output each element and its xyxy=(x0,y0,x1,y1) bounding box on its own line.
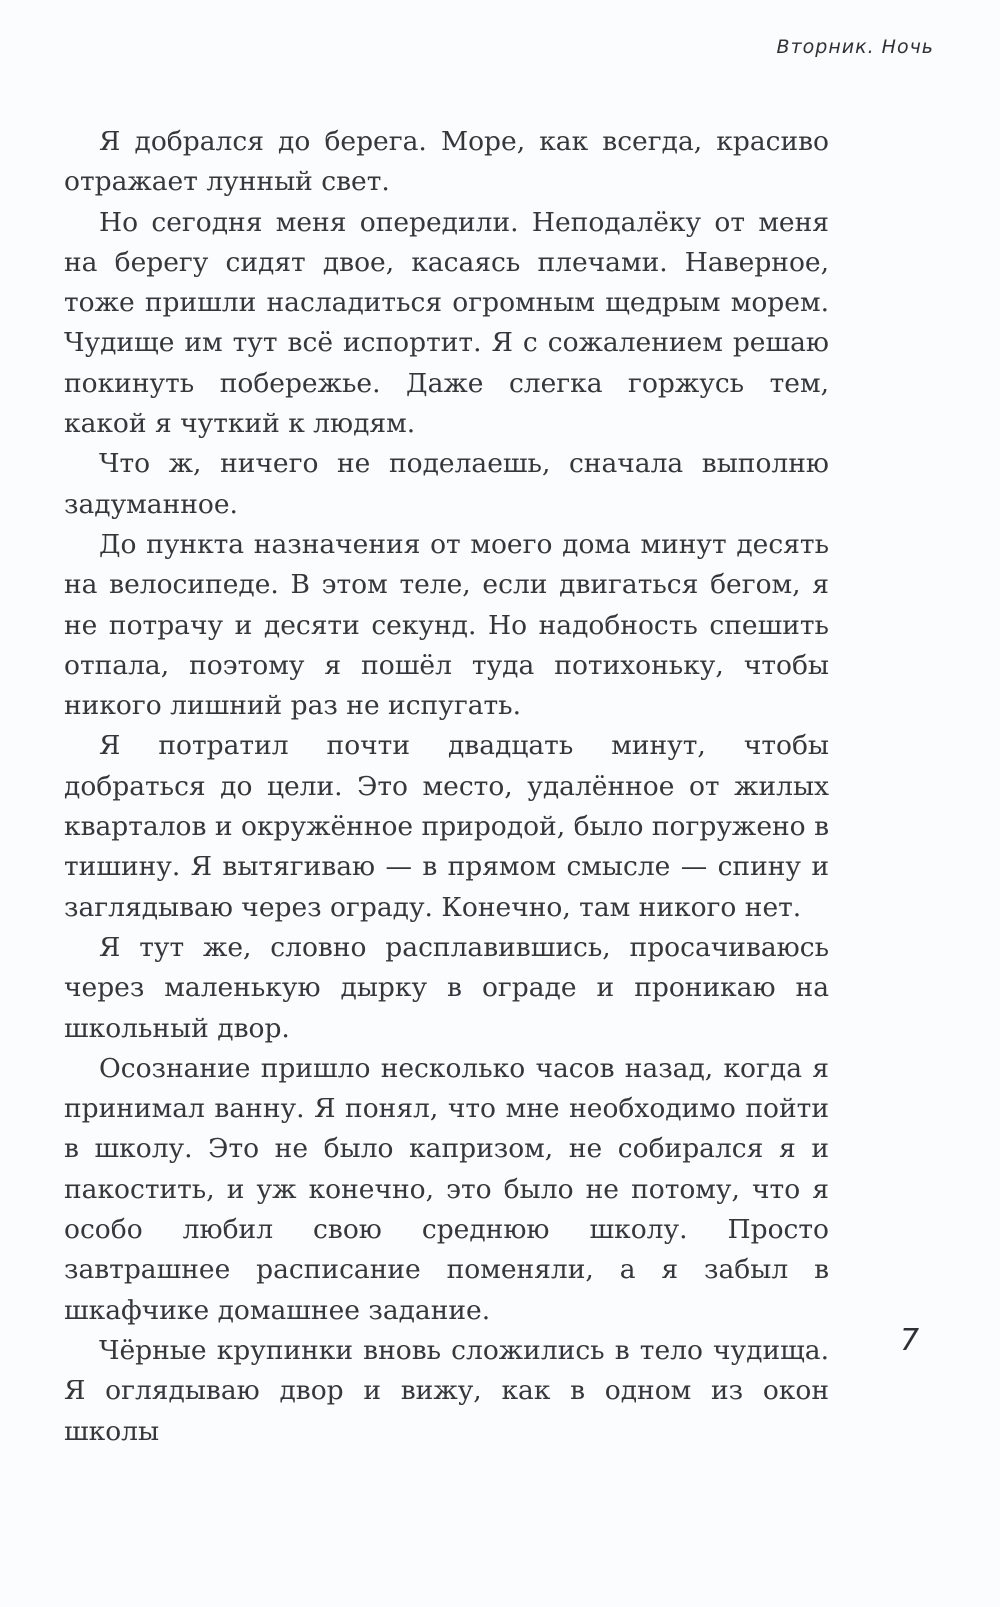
paragraph: Чёрные крупинки вновь сложились в тело чудища. Я оглядываю двор и вижу, как в одном из окон школы xyxy=(64,1334,829,1447)
body-text xyxy=(64,122,829,1452)
paragraph: Но сегодня меня опередили. Неподалёку от меня на берегу сидят двое, касаясь плечами. Наверное, тоже пришли насладиться огромным щедрым морем. Чудище им тут всё испортит. Я с сожалением решаю покинуть побережье. Даже слегка горжусь тем, какой я чуткий к людям. xyxy=(64,206,829,440)
paragraph: Я добрался до берега. Море, как всегда, красиво отражает лунный свет. xyxy=(64,126,829,198)
paragraph: Я потратил почти двадцать минут, чтобы добраться до цели. Это место, удалённое от жилых кварталов и окружённое природой, было погружено в тишину. Я вытягиваю — в прямом смысле — спину и заглядываю через ограду. Конечно, там никого нет. xyxy=(64,730,829,923)
paragraph: Что ж, ничего не поделаешь, сначала выполню задуманное. xyxy=(64,448,829,520)
page-number: 7 xyxy=(900,1323,920,1358)
running-head: Вторник. Ночь xyxy=(776,36,934,58)
paragraph: Я тут же, словно расплавившись, просачиваюсь через маленькую дырку в ограде и проникаю на школьный двор. xyxy=(64,931,829,1044)
paragraph: Осознание пришло несколько часов назад, когда я принимал ванну. Я понял, что мне необходимо пойти в школу. Это не было капризом, не собирался я и пакостить, и уж конечно, это было не потому, что я особо любил свою среднюю школу. Просто завтрашнее расписание поменяли, а я забыл в шкафчике домашнее задание. xyxy=(64,1052,829,1326)
paragraph: До пункта назначения от моего дома минут десять на велосипеде. В этом теле, если двигаться бегом, я не потрачу и десяти секунд. Но надобность спешить отпала, поэтому я пошёл туда потихоньку, чтобы никого лишний раз не испугать. xyxy=(64,528,829,722)
